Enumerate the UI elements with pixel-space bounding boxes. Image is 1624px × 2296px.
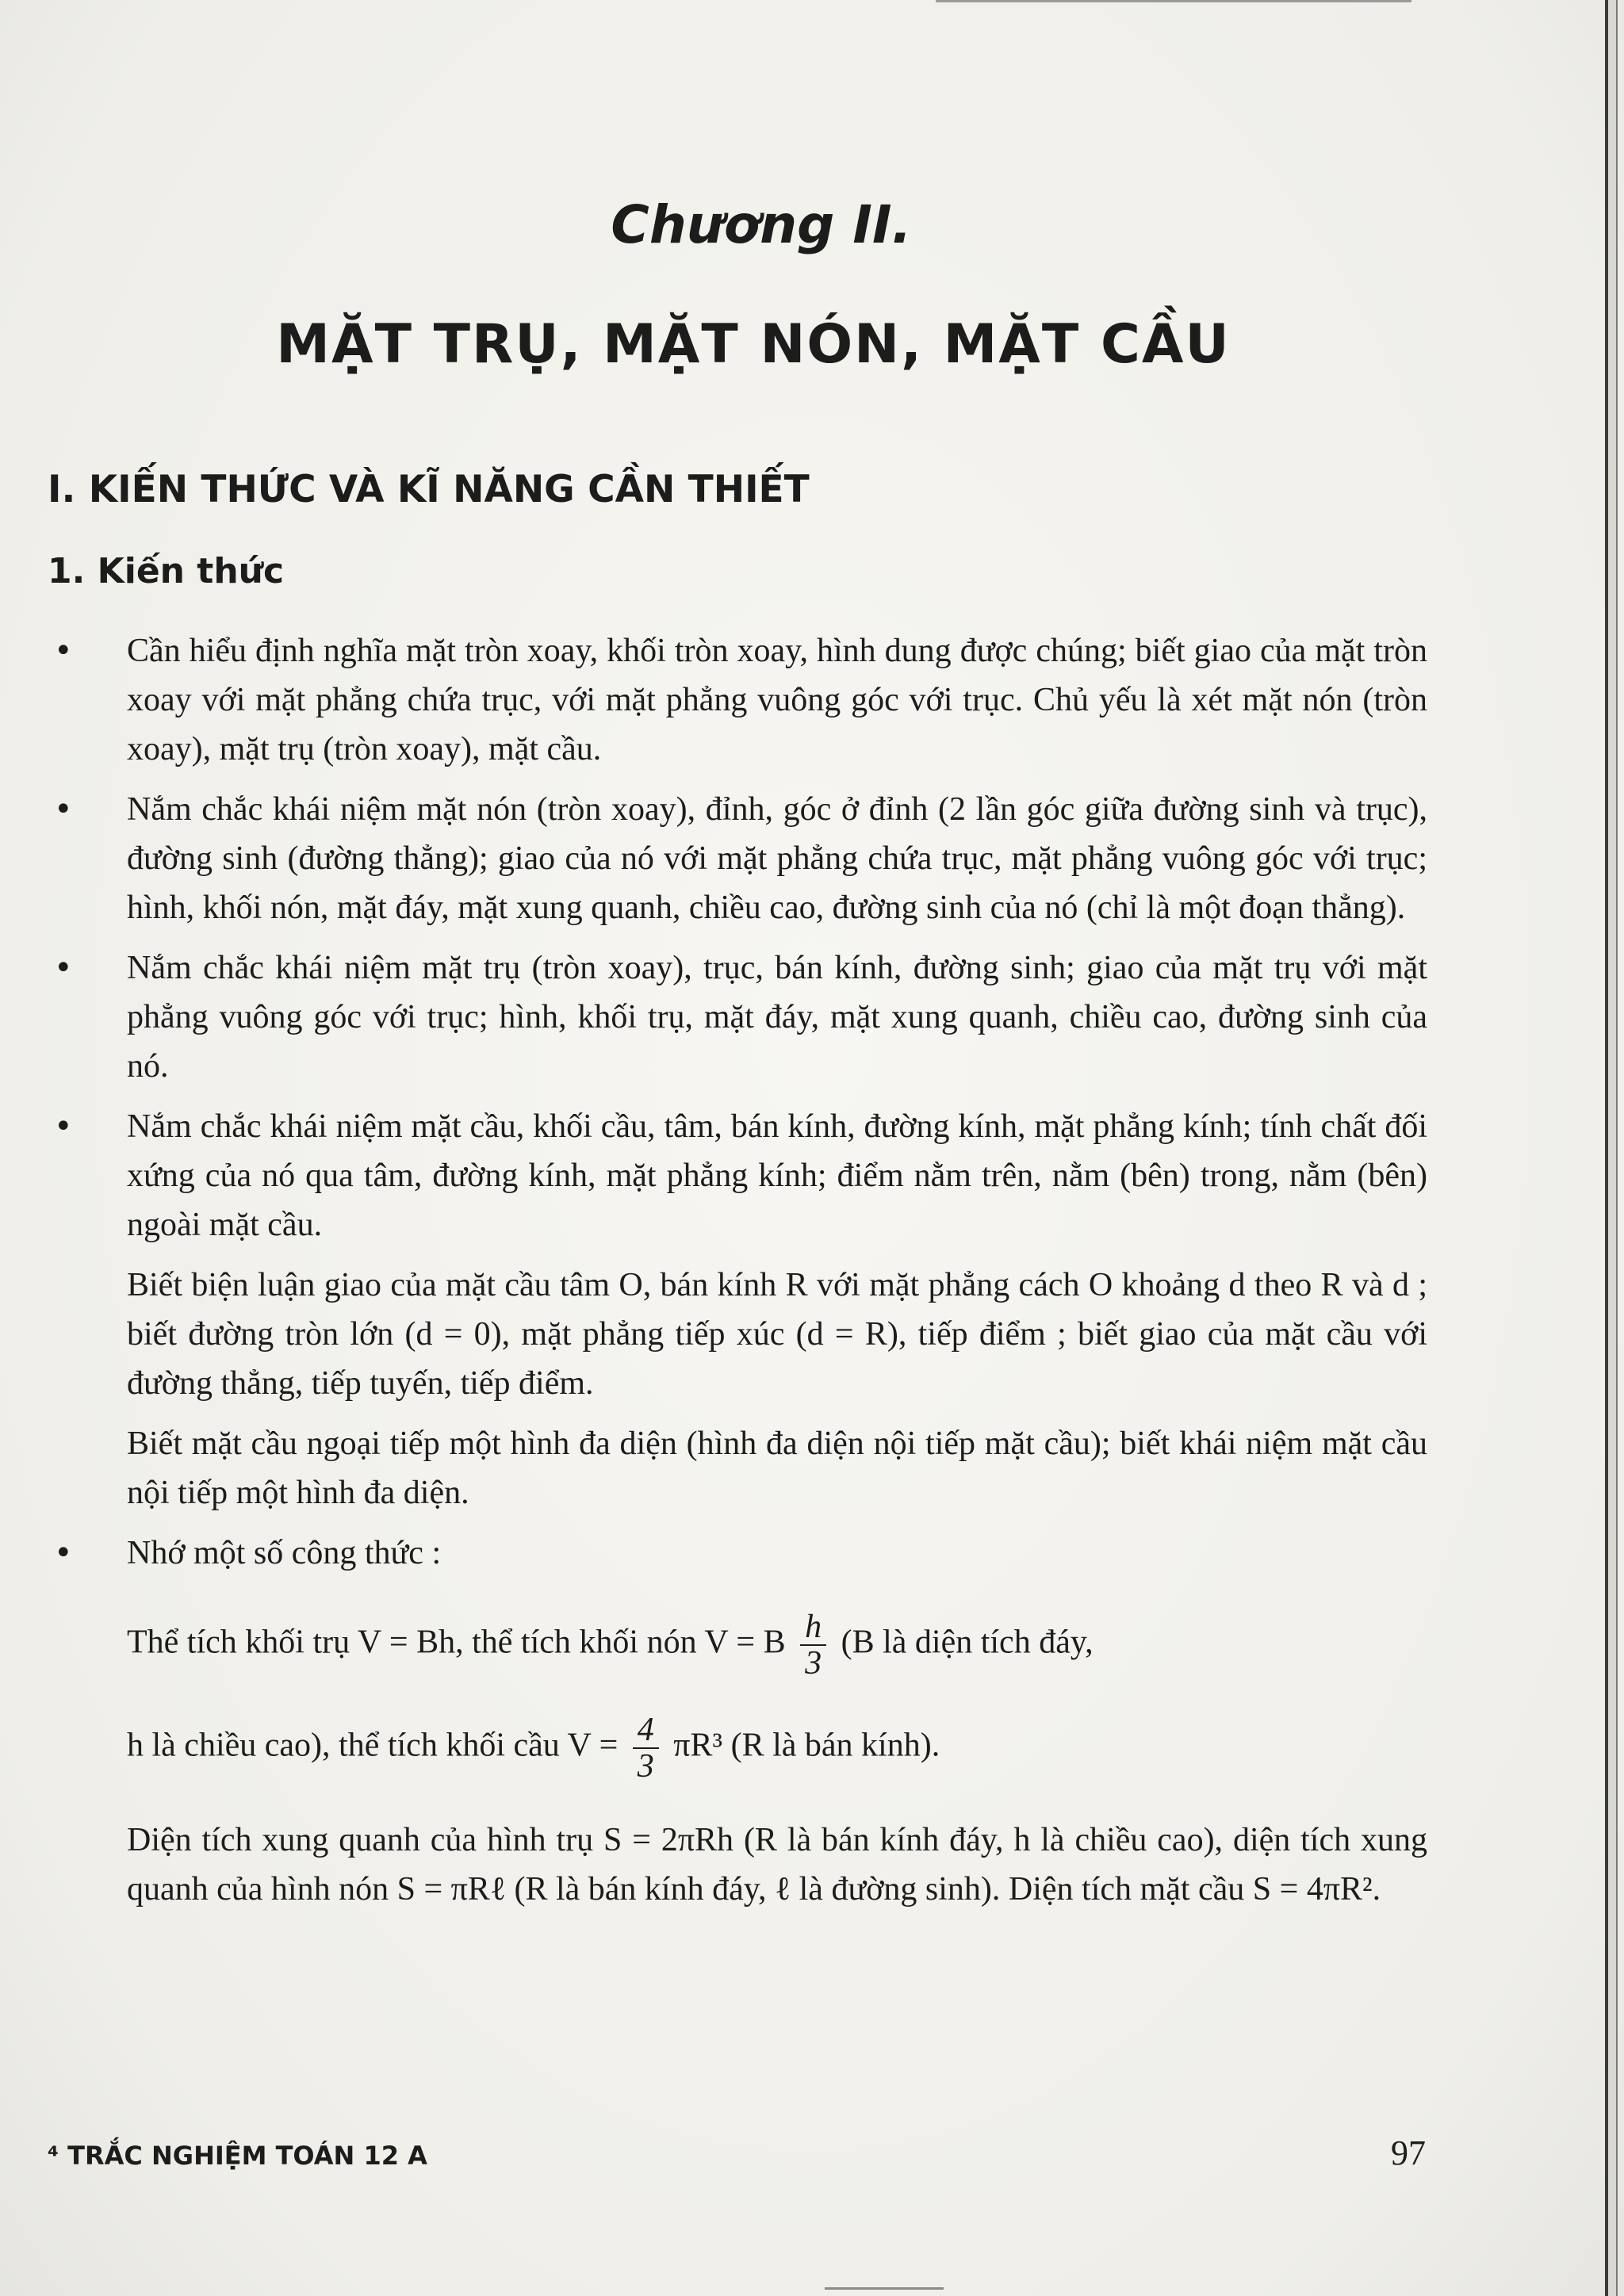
paragraph: Biết mặt cầu ngoại tiếp một hình đa diện (hình đa diện nội tiếp mặt cầu); biết khái niệm mặt cầu nội tiếp một hình đa diện.: [127, 1425, 1427, 1511]
fraction-denominator: 3: [805, 1645, 822, 1682]
bullet-item: [48, 1102, 1427, 1249]
bullet-item: [48, 626, 1427, 774]
bullet-item: [48, 785, 1427, 932]
page-binding-edge: [1605, 0, 1618, 2296]
bullet-dot-icon: •: [54, 1108, 73, 1145]
formula-line: [127, 1712, 1427, 1784]
sub-heading: 1. Kiến thức: [48, 551, 285, 591]
area-paragraph: Diện tích xung quanh của hình trụ S = 2πRh (R là bán kính đáy, h là chiều cao), diện tích xung quanh của hình nón S = πRℓ (R là bán kính đáy, ℓ là đường sinh). Diện tích mặt cầu S = 4πR².: [127, 1822, 1427, 1908]
chapter-title: MẶT TRỤ, MẶT NÓN, MẶT CẦU: [276, 313, 1231, 376]
fraction-4-over-3: [633, 1712, 659, 1784]
bullet-dot-icon: •: [54, 791, 73, 828]
bullet-dot-icon: •: [54, 1535, 73, 1571]
page-number: 97: [1391, 2133, 1426, 2172]
fraction-denominator: 3: [637, 1748, 654, 1785]
bullet-item: [48, 1529, 1427, 1578]
formula-text: (B là diện tích đáy,: [841, 1624, 1094, 1661]
fraction-h-over-3: [800, 1609, 826, 1681]
book-title-footer: ⁴ TRẮC NGHIỆM TOÁN 12 A: [48, 2141, 427, 2171]
section-heading: I. KIẾN THỨC VÀ KĨ NĂNG CẦN THIẾT: [48, 468, 810, 511]
bullet-text: Cần hiểu định nghĩa mặt tròn xoay, khối tròn xoay, hình dung được chúng; biết giao của mặt tròn xoay với mặt phẳng chứa trục, với mặt phẳng vuông góc với trục. Chủ yếu là xét mặt nón (tròn xoay), mặt trụ (tròn xoay), mặt cầu.: [127, 633, 1427, 767]
bottom-scan-rule: [825, 2287, 944, 2290]
bullet-text: Nắm chắc khái niệm mặt trụ (tròn xoay), trục, bán kính, đường sinh; giao của mặt trụ với mặt phẳng vuông góc với trục; hình, khối trụ, mặt đáy, mặt xung quanh, chiều cao, đường sinh của nó.: [127, 950, 1427, 1085]
top-scan-rule: [936, 0, 1411, 2]
bullet-text: Nắm chắc khái niệm mặt cầu, khối cầu, tâm, bán kính, đường kính, mặt phẳng kính; tính chất đối xứng của nó qua tâm, đường kính, mặt phẳng kính; điểm nằm trên, nằm (bên) trong, nằm (bên) ngoài mặt cầu.: [127, 1108, 1427, 1243]
formula-text: πR³ (R là bán kính).: [673, 1727, 940, 1764]
bullet-text: Nhớ một số công thức :: [127, 1535, 442, 1571]
chapter-label: Chương II.: [611, 194, 912, 255]
fraction-numerator: 4: [633, 1712, 659, 1749]
formula-line: [127, 1609, 1427, 1681]
bullet-text: Nắm chắc khái niệm mặt nón (tròn xoay), đỉnh, góc ở đỉnh (2 lần góc giữa đường sinh và trục), đường sinh (đường thẳng); giao của nó với mặt phẳng chứa trục, mặt phẳng vuông góc với trục; hình, khối nón, mặt đáy, mặt xung quanh, chiều cao, đường sinh của nó (chỉ là một đoạn thẳng).: [127, 791, 1427, 926]
body-text: [48, 626, 1427, 1925]
paragraph: Biết biện luận giao của mặt cầu tâm O, bán kính R với mặt phẳng cách O khoảng d theo R và d ; biết đường tròn lớn (d = 0), mặt phẳng tiếp xúc (d = R), tiếp điểm ; biết giao của mặt cầu với đường thẳng, tiếp tuyến, tiếp điểm.: [127, 1267, 1427, 1402]
bullet-item: [48, 943, 1427, 1091]
bullet-dot-icon: •: [54, 950, 73, 986]
volume-formulas: [48, 1609, 1427, 1784]
formula-text: h là chiều cao), thể tích khối cầu V =: [127, 1727, 619, 1764]
formula-text: Thể tích khối trụ V = Bh, thể tích khối nón V = B: [127, 1624, 786, 1661]
fraction-numerator: h: [800, 1609, 826, 1646]
bullet-dot-icon: •: [54, 633, 73, 669]
